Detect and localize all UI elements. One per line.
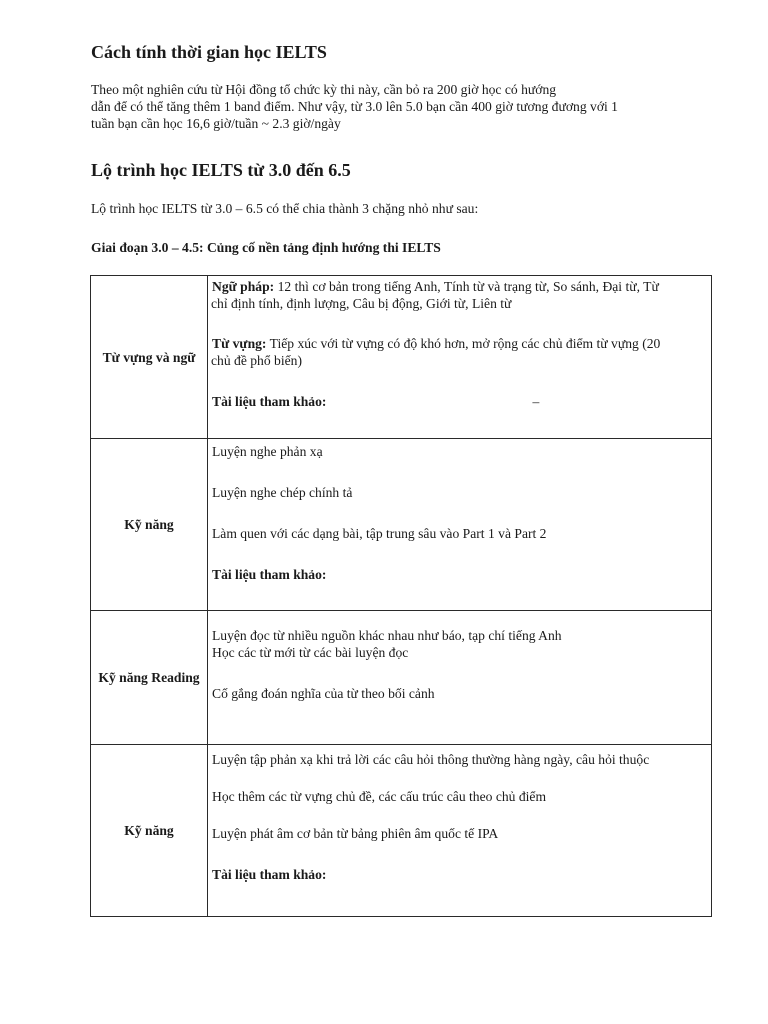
reference-line (211, 393, 709, 410)
reference-label: Tài liệu tham khảo: (212, 567, 327, 582)
row-label-skill: Kỹ năng (91, 439, 208, 611)
table-row (91, 611, 712, 745)
list-item: Học các từ mới từ các bài luyện đọc (212, 645, 409, 660)
vocab-label: Từ vựng: (212, 336, 267, 351)
section-heading: Lộ trình học IELTS từ 3.0 đến 6.5 (91, 160, 351, 180)
list-item: Luyện nghe phản xạ (212, 444, 323, 459)
intro-line: dẫn để có thể tăng thêm 1 band điểm. Như vậy, từ 3.0 lên 5.0 bạn cần 400 giờ tương đương với 1 (91, 99, 618, 114)
section-paragraph: Lộ trình học IELTS từ 3.0 – 6.5 có thể chia thành 3 chặng nhỏ như sau: (91, 201, 479, 216)
row-label-skill: Kỹ năng (91, 745, 208, 917)
list-item: Học thêm các từ vựng chủ đề, các cấu trúc câu theo chủ điểm (212, 789, 547, 804)
vocab-text-cont: chủ đề phổ biến) (211, 353, 302, 368)
vocab-text: Tiếp xúc với từ vựng có độ khó hơn, mở rộng các chủ điểm từ vựng (20 (266, 336, 661, 351)
list-item: Luyện đọc từ nhiều nguồn khác nhau như báo, tạp chí tiếng Anh (212, 628, 562, 643)
list-item: Luyện phát âm cơ bản từ bảng phiên âm quốc tế IPA (212, 826, 499, 841)
stage-title: Giai đoạn 3.0 – 4.5: Củng cố nền tảng định hướng thi IELTS (91, 240, 441, 255)
row-content-speaking (208, 745, 712, 917)
list-item: Luyện nghe chép chính tả (212, 485, 353, 500)
reference-dash: – (532, 394, 540, 409)
list-item: Cố gắng đoán nghĩa của từ theo bối cảnh (212, 686, 435, 701)
list-item: Luyện tập phản xạ khi trả lời các câu hỏi thông thường hàng ngày, câu hỏi thuộc (212, 752, 650, 767)
table-row (91, 745, 712, 917)
reference-label: Tài liệu tham khảo: (212, 867, 327, 882)
row-content-reading (208, 611, 712, 745)
grammar-text: 12 thì cơ bản trong tiếng Anh, Tính từ và trạng từ, So sánh, Đại từ, Từ (274, 279, 659, 294)
intro-line: Theo một nghiên cứu từ Hội đồng tổ chức kỳ thi này, cần bỏ ra 200 giờ học có hướng (91, 82, 557, 97)
row-content-skill (208, 439, 712, 611)
grammar-line (211, 278, 709, 295)
reference-label: Tài liệu tham khảo: (212, 394, 327, 409)
table-row (91, 276, 712, 439)
grammar-label: Ngữ pháp: (212, 279, 275, 294)
intro-paragraph (91, 81, 691, 132)
grammar-text-cont: chỉ định tính, định lượng, Câu bị động, Giới từ, Liên từ (211, 296, 512, 311)
table-row (91, 439, 712, 611)
vocab-line (211, 335, 709, 352)
row-label-reading: Kỹ năng Reading (91, 611, 208, 745)
row-label-vocab-grammar: Từ vựng và ngữ (91, 276, 208, 439)
row-content-vocab-grammar (208, 276, 712, 439)
list-item: Làm quen với các dạng bài, tập trung sâu vào Part 1 và Part 2 (212, 526, 547, 541)
study-plan-table (90, 275, 712, 917)
intro-line: tuần bạn cần học 16,6 giờ/tuần ~ 2.3 giờ/ngày (91, 116, 341, 131)
page-title: Cách tính thời gian học IELTS (91, 42, 327, 62)
